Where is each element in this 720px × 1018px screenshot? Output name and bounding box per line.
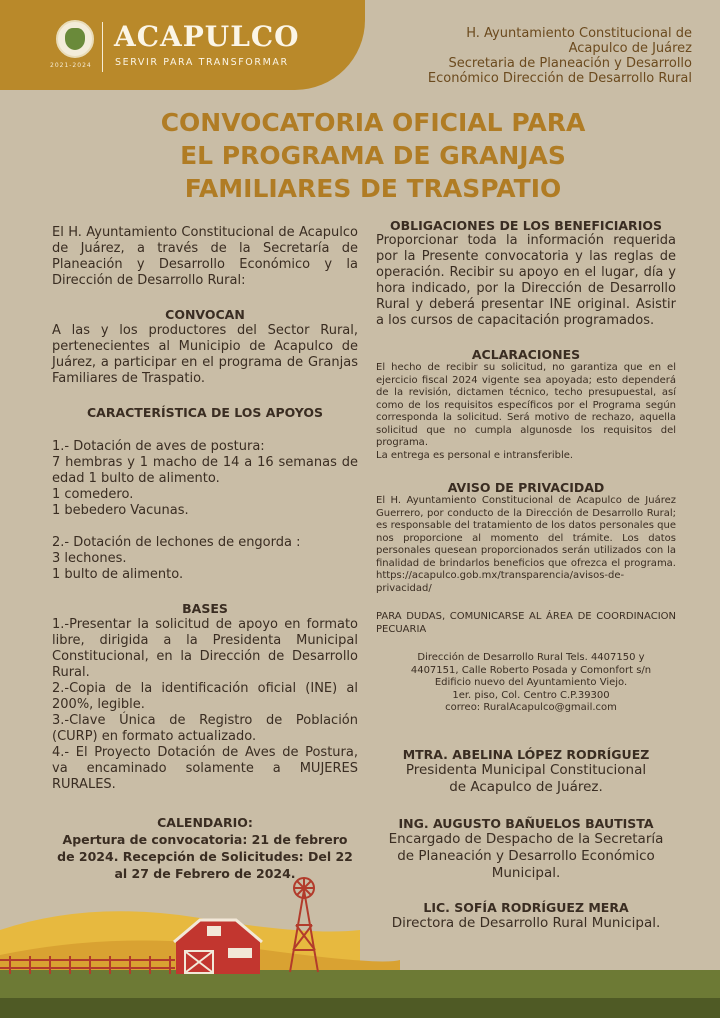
calendario-heading: CALENDARIO: — [157, 815, 253, 830]
brand-slogan: SERVIR PARA TRANSFORMAR — [115, 57, 289, 68]
org-line: Acapulco de Juárez — [568, 41, 692, 56]
apoyo-1-line: 1 comedero. — [52, 487, 134, 502]
right-column — [376, 218, 676, 932]
brand-name: ACAPULCO — [114, 20, 300, 53]
title-line: FAMILIARES DE TRASPATIO — [184, 174, 562, 203]
signature-role-line: de Acapulco de Juárez. — [449, 778, 603, 795]
signature-name: MTRA. ABELINA LÓPEZ RODRÍGUEZ — [402, 746, 650, 762]
contact-block — [376, 652, 676, 715]
bases-heading: BASES — [182, 601, 228, 616]
convocan-heading: CONVOCAN — [165, 307, 245, 322]
signature-1 — [376, 747, 676, 796]
apoyo-1-line: 7 hembras y 1 macho de 14 a 16 semanas de edad 1 bulto de alimento. — [52, 455, 358, 486]
aclaraciones-note: La entrega es personal e intransferible. — [376, 449, 574, 461]
bases-item: 1.-Presentar la solicitud de apoyo en formato libre, dirigida a la Presidenta Municipal Constitucional, en la Dirección de Desarrollo Rural. — [52, 617, 358, 680]
intro-text: El H. Ayuntamiento Constitucional de Acapulco de Juárez, a través de la Secretaría de Planeación y Desarrollo Económico y la Dirección de Desarrollo Rural: — [52, 225, 358, 288]
organization-block — [428, 26, 692, 86]
dudas-text: PARA DUDAS, COMUNICARSE AL ÁREA DE COORDINACION PECUARIA — [376, 611, 676, 635]
privacidad-text: El H. Ayuntamiento Constitucional de Acapulco de Juárez Guerrero, por conducto de la Dirección de Desarrollo Rural; es responsable del tratamiento de los datos personales que nos proporcione al momento del trámite. Los datos personales quesean proporcionados serán utilizados con la finalidad de brindarlos beneficios que ofrezca el programa. https://acapulco.gob.mx/transparencia/avisos-de- privacidad/ — [376, 495, 676, 594]
aclaraciones-heading: ACLARACIONES — [471, 347, 581, 362]
contact-line: 1er. piso, Col. Centro C.P.39300 — [452, 689, 610, 701]
signature-role-line: Encargado de Despacho de la Secretaría — [388, 830, 664, 847]
signature-name: LIC. SOFÍA RODRÍGUEZ MERA — [423, 899, 629, 915]
org-line: Económico Dirección de Desarrollo Rural — [427, 71, 692, 86]
apoyo-1-line: 1 bebedero Vacunas. — [52, 503, 189, 518]
obligaciones-text: Proporcionar toda la información requerida por la Presente convocatoria y las reglas de operación. Recibir su apoyo en el lugar, día y hora indicado, por la Dirección de Desarrollo Rural y deberá presentar INE original. Asistir a los cursos de capacitación programados. — [376, 233, 676, 328]
title-line: CONVOCATORIA OFICIAL PARA — [160, 108, 586, 137]
caracteristica-heading: CARACTERÍSTICA DE LOS APOYOS — [86, 405, 324, 420]
bases-item: 3.-Clave Única de Registro de Población (CURP) en formato actualizado. — [52, 713, 358, 744]
privacidad-heading: AVISO DE PRIVACIDAD — [447, 480, 605, 495]
signature-role-line: Directora de Desarrollo Rural Municipal. — [391, 914, 661, 931]
contact-email: correo: RuralAcapulco@gmail.com — [445, 702, 617, 713]
contact-line: Edificio nuevo del Ayuntamiento Viejo. — [434, 677, 628, 688]
farm-scene-illustration — [0, 860, 720, 1018]
bases-item: 4.- El Proyecto Dotación de Aves de Postura, va encaminado solamente a MUJERES RURALES. — [52, 745, 358, 792]
ground-dark — [0, 998, 720, 1018]
org-line: Secretaria de Planeación y Desarrollo — [448, 56, 692, 71]
apoyo-2-line: 1 bulto de alimento. — [52, 567, 184, 582]
logo-divider — [102, 22, 103, 72]
contact-line: 4407151, Calle Roberto Posada y Comonfort s/n — [410, 664, 652, 676]
page-title — [150, 106, 596, 205]
contact-line: Dirección de Desarrollo Rural Tels. 4407150 y — [417, 652, 645, 663]
calendario-text: Apertura de convocatoria: 21 de febrero de 2024. Recepción de Solicitudes: Del 22 al 27 de Febrero de 2024. — [57, 832, 353, 881]
apoyo-2-line: 3 lechones. — [52, 551, 127, 566]
apoyo-1-block — [52, 439, 358, 519]
convocan-text: A las y los productores del Sector Rural, pertenecientes al Municipio de Acapulco de Juárez, a participar en el programa de Granjas Familiares de Traspatio. — [52, 323, 358, 386]
apoyo-2-line: 2.- Dotación de lechones de engorda : — [52, 535, 301, 550]
signature-role-line: Municipal. — [491, 864, 561, 881]
signature-role-line: Presidenta Municipal Constitucional — [405, 761, 647, 778]
bases-item: 2.-Copia de la identificación oficial (INE) al 200%, legible. — [52, 681, 358, 712]
aclaraciones-text: El hecho de recibir su solicitud, no garantiza que en el ejercicio fiscal 2024 vigente sea apoyada; esto dependerá de la revisión, dictamen técnico, techo presupuestal, así como de los requisitos específicos por el Programa según corresponda la solicitud. Será motivo de rechazo, aquella solicitud que no cumpla algunosde los requisitos del programa. — [376, 362, 676, 448]
title-line: EL PROGRAMA DE GRANJAS — [180, 141, 566, 170]
signature-name: ING. AUGUSTO BAÑUELOS BAUTISTA — [398, 815, 654, 831]
org-line: H. Ayuntamiento Constitucional de — [466, 26, 692, 41]
administration-years: 2021-2024 — [50, 62, 92, 69]
municipal-seal-icon — [56, 20, 94, 58]
obligaciones-heading: OBLIGACIONES DE LOS BENEFICIARIOS — [390, 218, 662, 233]
left-column — [52, 225, 358, 882]
signature-role-line: de Planeación y Desarrollo Económico — [397, 847, 655, 864]
header-logo-band — [0, 0, 365, 90]
apoyo-2-block — [52, 535, 358, 583]
apoyo-1-line: 1.- Dotación de aves de postura: — [52, 439, 265, 454]
